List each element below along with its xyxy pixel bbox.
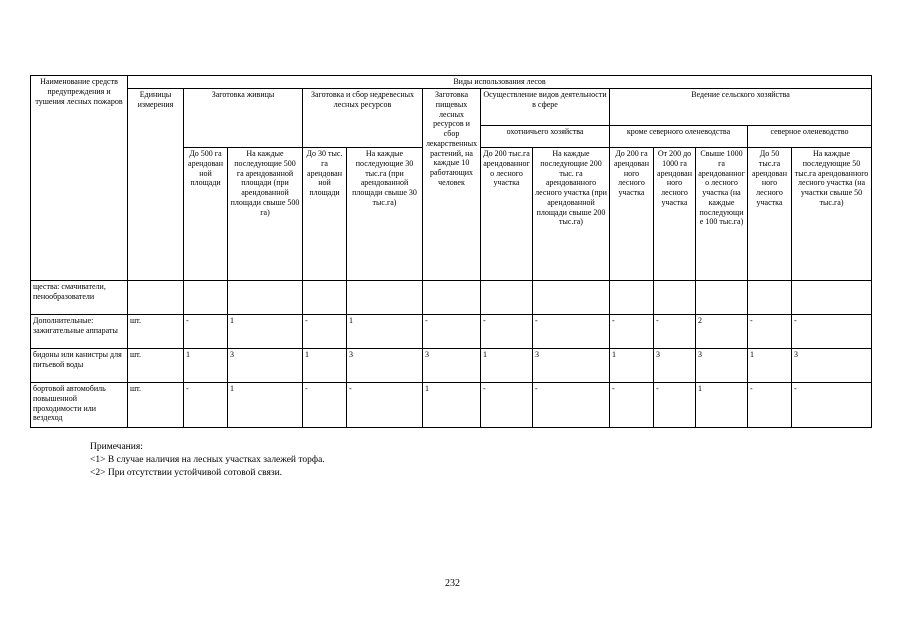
header-name-column: Наименование средств предупреждения и тушения лесных пожаров bbox=[31, 76, 128, 281]
header-hunting-top: Осуществление видов деятельности в сфере bbox=[481, 89, 610, 126]
table-cell bbox=[228, 281, 303, 315]
table-cell: 3 bbox=[654, 349, 696, 383]
table-cell: - bbox=[481, 315, 533, 349]
table-cell: - bbox=[792, 383, 872, 428]
header-food-resources: Заготовка пищевых лесных ресурсов и сбор лекарственных растений, на каждые 10 работающих человек bbox=[423, 89, 481, 281]
table-cell: 1 bbox=[481, 349, 533, 383]
table-cell: - bbox=[347, 383, 423, 428]
subheader-cell: До 200 тыс.га арендованного лесного участка bbox=[481, 148, 533, 281]
notes-title: Примечания: bbox=[90, 442, 143, 452]
table-cell: 1 bbox=[228, 315, 303, 349]
row-unit: шт. bbox=[128, 349, 184, 383]
table-cell: - bbox=[184, 383, 228, 428]
header-types-of-use: Виды использования лесов bbox=[128, 76, 872, 89]
table-cell: - bbox=[423, 315, 481, 349]
row-name: Дополнительные: зажигательные аппараты bbox=[31, 315, 128, 349]
table-cell: - bbox=[610, 383, 654, 428]
table-cell: - bbox=[610, 315, 654, 349]
table-cell: - bbox=[792, 315, 872, 349]
row-name: бидоны или канистры для питьевой воды bbox=[31, 349, 128, 383]
header-non-wood: Заготовка и сбор недревесных лесных ресурсов bbox=[303, 89, 423, 148]
note-item: <2> При отсутствии устойчивой сотовой связи. bbox=[90, 468, 283, 478]
table-cell: - bbox=[184, 315, 228, 349]
table-cell: 1 bbox=[184, 349, 228, 383]
forest-fire-equipment-table bbox=[30, 75, 872, 428]
header-hunting-bottom: охотничьего хозяйства bbox=[481, 126, 610, 148]
table-cell: 1 bbox=[748, 349, 792, 383]
table-cell: 1 bbox=[303, 349, 347, 383]
subheader-cell: На каждые последующие 30 тыс.га (при арендованной площади свыше 30 тыс.га) bbox=[347, 148, 423, 281]
table-cell bbox=[748, 281, 792, 315]
table-cell: 1 bbox=[347, 315, 423, 349]
table-cell: 3 bbox=[696, 349, 748, 383]
table-cell: 1 bbox=[696, 383, 748, 428]
row-name: щества: смачиватели, пенообразователи bbox=[31, 281, 128, 315]
notes-block bbox=[90, 441, 325, 480]
table-cell: 3 bbox=[533, 349, 610, 383]
table-cell bbox=[610, 281, 654, 315]
subheader-cell: До 50 тыс.га арендованного лесного участка bbox=[748, 148, 792, 281]
row-unit: шт. bbox=[128, 383, 184, 428]
table-cell bbox=[481, 281, 533, 315]
page-number: 232 bbox=[445, 578, 460, 589]
table-cell: - bbox=[748, 315, 792, 349]
table-cell: 3 bbox=[347, 349, 423, 383]
table-cell bbox=[533, 281, 610, 315]
header-agriculture: Ведение сельского хозяйства bbox=[610, 89, 872, 126]
table-cell bbox=[696, 281, 748, 315]
subheader-cell: На каждые последующие 500 га арендованной площади (при арендованной площади свыше 500 га) bbox=[228, 148, 303, 281]
table-cell: - bbox=[533, 315, 610, 349]
row-unit: шт. bbox=[128, 315, 184, 349]
subheader-cell: До 500 га арендованной площади bbox=[184, 148, 228, 281]
table-cell: 3 bbox=[228, 349, 303, 383]
header-agri-non-north: кроме северного оленеводства bbox=[610, 126, 748, 148]
table-cell: - bbox=[481, 383, 533, 428]
row-name: бортовой автомобиль повышенной проходимости или вездеход bbox=[31, 383, 128, 428]
table-cell: 1 bbox=[423, 383, 481, 428]
subheader-cell: Свыше 1000 га арендованного лесного участка (на каждые последующие 100 тыс.га) bbox=[696, 148, 748, 281]
table-row bbox=[31, 383, 872, 428]
header-agri-north: северное оленеводство bbox=[748, 126, 872, 148]
table-cell bbox=[792, 281, 872, 315]
table-cell: 1 bbox=[610, 349, 654, 383]
subheader-cell: На каждые последующие 50 тыс.га арендованного лесного участка (на участки свыше 50 тыс.га) bbox=[792, 148, 872, 281]
table-row bbox=[31, 349, 872, 383]
row-unit bbox=[128, 281, 184, 315]
table-cell: - bbox=[654, 383, 696, 428]
table-cell: - bbox=[654, 315, 696, 349]
table-cell: 2 bbox=[696, 315, 748, 349]
table-cell: 3 bbox=[792, 349, 872, 383]
table-cell: - bbox=[303, 315, 347, 349]
subheader-cell: На каждые последующие 200 тыс. га арендованного лесного участка (при арендованной площади свыше 200 тыс.га) bbox=[533, 148, 610, 281]
header-resin: Заготовка живицы bbox=[184, 89, 303, 148]
table-cell bbox=[423, 281, 481, 315]
table-row bbox=[31, 315, 872, 349]
table-cell bbox=[303, 281, 347, 315]
table-row bbox=[31, 281, 872, 315]
table-cell: - bbox=[533, 383, 610, 428]
table-cell: - bbox=[303, 383, 347, 428]
table-cell: 3 bbox=[423, 349, 481, 383]
subheader-cell: До 200 га арендованного лесного участка bbox=[610, 148, 654, 281]
subheader-cell: От 200 до 1000 га арендованного лесного участка bbox=[654, 148, 696, 281]
table-cell bbox=[347, 281, 423, 315]
header-units: Единицы измерения bbox=[128, 89, 184, 281]
note-item: <1> В случае наличия на лесных участках залежей торфа. bbox=[90, 455, 325, 465]
table-cell bbox=[654, 281, 696, 315]
subheader-cell: До 30 тыс. га арендованной площади bbox=[303, 148, 347, 281]
table-cell bbox=[184, 281, 228, 315]
table-cell: 1 bbox=[228, 383, 303, 428]
table-cell: - bbox=[748, 383, 792, 428]
